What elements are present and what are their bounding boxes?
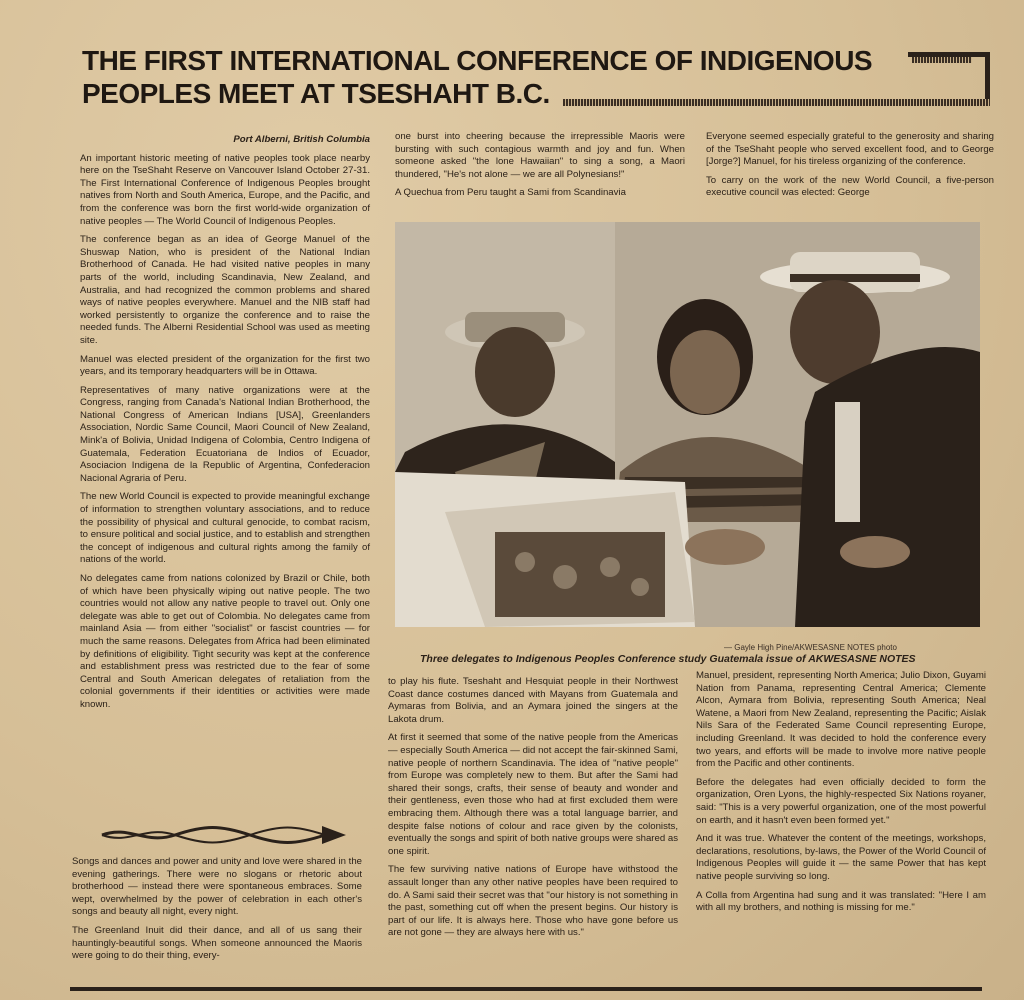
paragraph: to play his flute. Tseshaht and Hesquiat people in their Northwest Coast dance costumes danced with Mayans from Guatemala and Aymaras from Bolivia, and an Aymara joined the singers at the Lakota drum. xyxy=(388,676,678,725)
paragraph: The conference began as an idea of George Manuel of the Shuswap Nation, who is president of the National Indian Brotherhood of Canada. He had visited native peoples in many parts of the world, including Scandinavia, New Zealand, and Australia, and had recognized the common problems and shared ways of native peoples everywhere. Manuel and the NIB staff had worked persistently to organize the conference and to raise the needed funds. The Alberni Residential School was used as meeting site. xyxy=(80,234,370,346)
paragraph: one burst into cheering because the irrepressible Maoris were bursting with such contagious warmth and joy and fun. When someone asked "the lone Hawaiian" to sing a song, a Maori thundered, "He's not alone — we are all Polynesians!" xyxy=(395,131,685,180)
paragraph: A Quechua from Peru taught a Sami from Scandinavia xyxy=(395,187,626,199)
article-column-2-continued xyxy=(388,676,678,946)
article-column-3-continued xyxy=(696,670,986,921)
article-column-2 xyxy=(395,131,685,206)
arrow-ornament-icon xyxy=(100,820,350,850)
paragraph: No delegates came from nations colonized by Brazil or Chile, both of which have been physically wiping out native people. The two countries would not allow any native people to travel out. Only one delegate was able to get out of Colombia. No delegates came from mainland Asia — from either "socialist" or fascist countries — for much the same reasons. Delegates from Africa had been eliminated by definitions of eligibility. Tight security was kept at the conference and establishment press was restricted due to the fear of some Central and South American delegates of retaliation from the colonial governments if their identities or activities were made known. xyxy=(80,573,370,710)
headline-hatch-rule xyxy=(563,99,990,106)
paragraph: At first it seemed that some of the native people from the Americas — especially South America — did not accept the fair-skinned Sami, native people of northern Scandinavia. The idea of "native people" from Europe was completely new to them. But after the Sami had shared their songs, crafts, their sense of beauty and wonder and their gentleness, even those who had at first excluded them were embracing them. Although there was a total language barrier, and despite false notions of colour and race given by the colonists, eventually the songs and spirit of both native groups were shared as one spirit. xyxy=(388,732,678,857)
paragraph: Everyone seemed especially grateful to the generosity and sharing of the TseShaht people who served excellent food, and to George [Jorge?] Manuel, for his tireless organizing of the conference. xyxy=(706,131,994,168)
paragraph: The Greenland Inuit did their dance, and all of us sang their hauntingly-beautiful songs. When someone announced the Maoris were going to do their thing, every- xyxy=(72,924,362,962)
paragraph: Before the delegates had even officially decided to form the organization, Oren Lyons, the highly-respected Six Nations royaner, said: "This is a very powerful organization, one of the most powerful on earth, and it hasn't even been formed yet." xyxy=(696,776,986,826)
headline: THE FIRST INTERNATIONAL CONFERENCE OF INDIGENOUS PEOPLES MEET AT TSESHAHT B.C. xyxy=(82,45,873,109)
paragraph: The few surviving native nations of Europe have withstood the assault longer than any other native peoples have been required to do. A Sami said their secret was that "our history is not something in the past, something cut off when the present begins. Our history is part of our life. It is always here. Those who have gone before us are not gone — they are always here with us." xyxy=(388,864,678,939)
article-column-3 xyxy=(706,131,994,206)
paragraph: Manuel was elected president of the organization for the first two years, and its temporary headquarters will be in Ottawa. xyxy=(80,353,370,378)
photo-caption: Three delegates to Indigenous Peoples Conference study Guatemala issue of AKWESASNE NOTES xyxy=(420,653,916,665)
paragraph: Songs and dances and power and unity and love were shared in the evening gatherings. There were no slogans or rhetoric about brotherhood — instead there were spontaneous embraces. Some wept, overwhelmed by the power of celebration in each other's songs and beauty all night, every night. xyxy=(72,856,362,918)
bottom-rule xyxy=(70,987,982,991)
article-column-1-continued xyxy=(72,856,362,969)
paragraph: A Colla from Argentina had sung and it was translated: "Here I am with all my brothers, and nothing is missing for me." xyxy=(696,889,986,914)
paragraph: Manuel, president, representing North America; Julio Dixon, Guyami Nation from Panama, representing Central America; Clemente Alcon, Aymara from Bolivia, representing South America; Neal Watene, a Maori from New Zealand, representing the Pacific; Aislak Nils Sara of the Federated Same Council representing Europe, including Greenland. It was decided to hold the conference every two years, and efforts will be made to involve more native people from the Pacific and other continents. xyxy=(696,670,986,770)
delegates-photo xyxy=(395,222,980,627)
photo-illustration xyxy=(395,222,980,627)
paragraph: An important historic meeting of native peoples took place nearby here on the TseShaht Reserve on Vancouver Island October 27-31. The First International Conference of Indigenous Peoples brought natives from North and South America, Europe, and the Pacific, and from the conference was born the first world-wide organization of native peoples — The World Council of Indigenous Peoples. xyxy=(80,152,370,227)
photo-credit: — Gayle High Pine/AKWESASNE NOTES photo xyxy=(724,643,897,652)
paragraph: Representatives of many native organizations were at the Congress, ranging from Canada's National Indian Brotherhood, the National Congress of American Indians [USA], Greenlanders Association, Nordic Same Council, Maori Council of New Zealand, Mink'a of Bolivia, Unidad Indigena of Colombia, Centro Indigena of Guatemala, Federation Ecuatoriana de Indios of Ecuador, Asociacion Indigena de la Republic of Argentina, Confederacion Nacional Agraria of Peru. xyxy=(80,384,370,484)
article-column-1 xyxy=(80,134,370,718)
paragraph: And it was true. Whatever the content of the meetings, workshops, declarations, resolutions, by-laws, the Power of the World Council of Indigenous Peoples will guide it — the same Power that has kept native people surviving so long. xyxy=(696,833,986,882)
dateline: Port Alberni, British Columbia xyxy=(233,134,370,145)
paragraph: To carry on the work of the new World Council, a five-person executive council was elected: George xyxy=(706,174,994,199)
headline-hatch-rule-top xyxy=(912,57,972,63)
paragraph: The new World Council is expected to provide meaningful exchange of information to strengthen voluntary associations, and to reduce the possibility of physical and cultural genocide, to combat racism, to ensure political and social justice, and to establish and strengthen the concept of indigenous and cultural rights among the family of nations of the world. xyxy=(80,491,370,566)
